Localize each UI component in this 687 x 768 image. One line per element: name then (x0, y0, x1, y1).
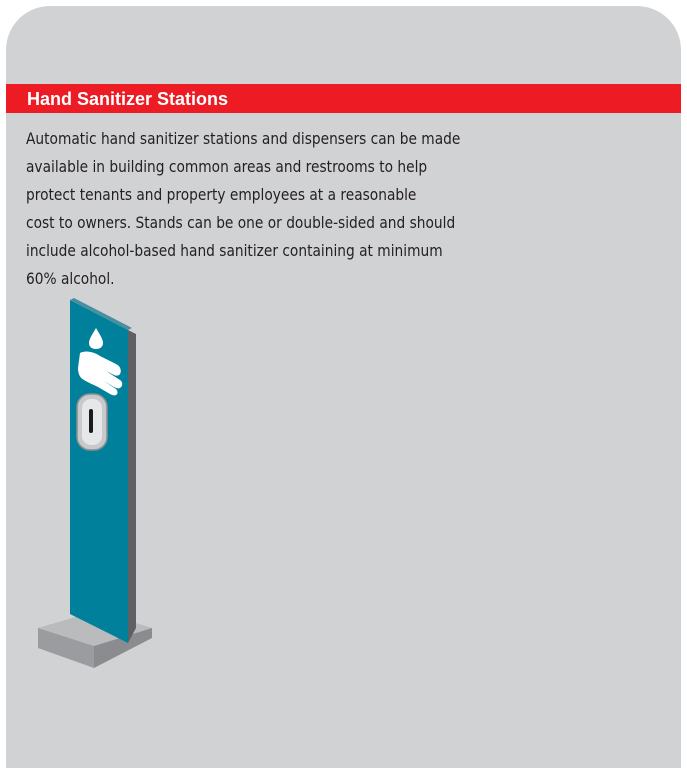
sanitizer-stand-icon (34, 298, 159, 673)
stand-panel-front (70, 300, 128, 643)
body-line: 60% alcohol. (26, 269, 115, 288)
body-line: cost to owners. Stands can be one or double-sided and should (26, 213, 456, 232)
body-line: available in building common areas and restrooms to help (26, 157, 428, 176)
section-title: Hand Sanitizer Stations (27, 89, 229, 109)
body-line: protect tenants and property employees at a reasonable (26, 185, 417, 204)
body-line: Automatic hand sanitizer stations and dispensers can be made (26, 129, 461, 148)
dispenser-slot (89, 409, 93, 433)
stand-panel-side (128, 330, 136, 643)
section-header (6, 84, 681, 113)
section-body (26, 125, 461, 293)
body-line: include alcohol-based hand sanitizer containing at minimum (26, 241, 443, 260)
